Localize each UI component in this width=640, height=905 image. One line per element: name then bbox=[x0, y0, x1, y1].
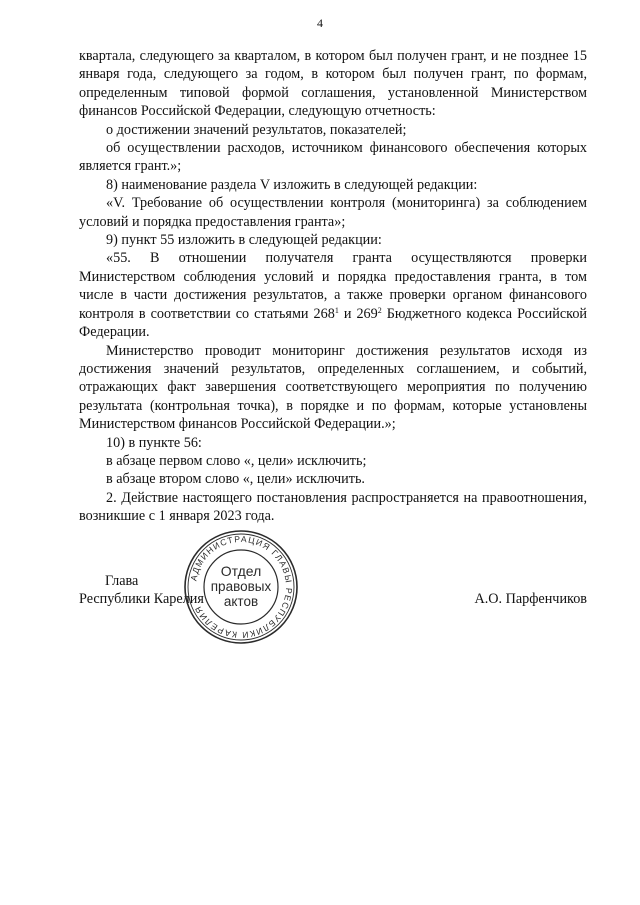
page-number: 4 bbox=[317, 16, 323, 30]
stamp-line-2: правовых bbox=[210, 579, 272, 594]
superscript-2: 2 bbox=[377, 305, 382, 315]
point-55-text-before: «55. В отношении получателя гранта осуществляются проверки Министерством соблюдения условий и порядка предоставления гранта, в том числе в части достижения результатов, а также проверки органом финансового контроля в соответствии со статьями 268 bbox=[79, 250, 587, 322]
paragraph-second-abzac: в абзаце втором слово «, цели» исключить. bbox=[106, 471, 365, 488]
paragraph-item-8: 8) наименование раздела V изложить в следующей редакции: bbox=[106, 176, 478, 193]
signature-region: Республики Карелия bbox=[79, 591, 204, 607]
paragraph-reporting-deadline: квартала, следующего за кварталом, в котором был получен грант, и не позднее 15 января года, следующего за годом, в котором был получен грант, по формам, определенным типовой формой соглашения, установленной Министерством финансов Российской Федерации, следующую отчетность: bbox=[79, 48, 587, 120]
paragraph-expenditures: об осуществлении расходов, источником финансового обеспечения которых является грант.»; bbox=[79, 140, 587, 175]
signature-name: А.О. Парфенчиков bbox=[474, 591, 587, 607]
paragraph-effective-date: 2. Действие настоящего постановления распространяется на правоотношения, возникшие с 1 января 2023 года. bbox=[79, 489, 587, 525]
point-55-text-after: Бюджетного кодекса Российской Федерации. bbox=[79, 305, 587, 341]
paragraph-first-abzac: в абзаце первом слово «, цели» исключить; bbox=[106, 452, 367, 469]
stamp-ring-textpath: АДМИНИСТРАЦИЯ ГЛАВЫ РЕСПУБЛИКИ КАРЕЛИЯ bbox=[188, 533, 295, 641]
paragraph-monitoring: Министерство проводит мониторинг достижения результатов исходя из достижения значений результатов, определенных соглашением, и событий, отражающих факт завершения соответствующего мероприятия по получению результата (контрольная точка), в порядке и по формам, которые установлены Министерством финансов Российской Федерации.»; bbox=[79, 342, 587, 433]
stamp-line-3: актов bbox=[223, 594, 259, 609]
point-55-text-middle: и 269 bbox=[338, 305, 378, 322]
document-body bbox=[79, 47, 587, 526]
signature-title: Глава bbox=[105, 573, 139, 589]
paragraph-point-55 bbox=[79, 249, 587, 341]
stamp-graphic bbox=[182, 528, 300, 646]
paragraph-item-10: 10) в пункте 56: bbox=[106, 434, 202, 451]
paragraph-item-9: 9) пункт 55 изложить в следующей редакции: bbox=[106, 232, 382, 249]
superscript-1: 1 bbox=[334, 305, 339, 315]
stamp-line-1: Отдел bbox=[220, 563, 262, 579]
paragraph-results-indicators: о достижении значений результатов, показателей; bbox=[106, 121, 407, 138]
legal-department-stamp bbox=[182, 528, 300, 646]
paragraph-section-v-title: «V. Требование об осуществлении контроля (мониторинга) за соблюдением условий и порядка предоставления гранта»; bbox=[79, 195, 587, 230]
